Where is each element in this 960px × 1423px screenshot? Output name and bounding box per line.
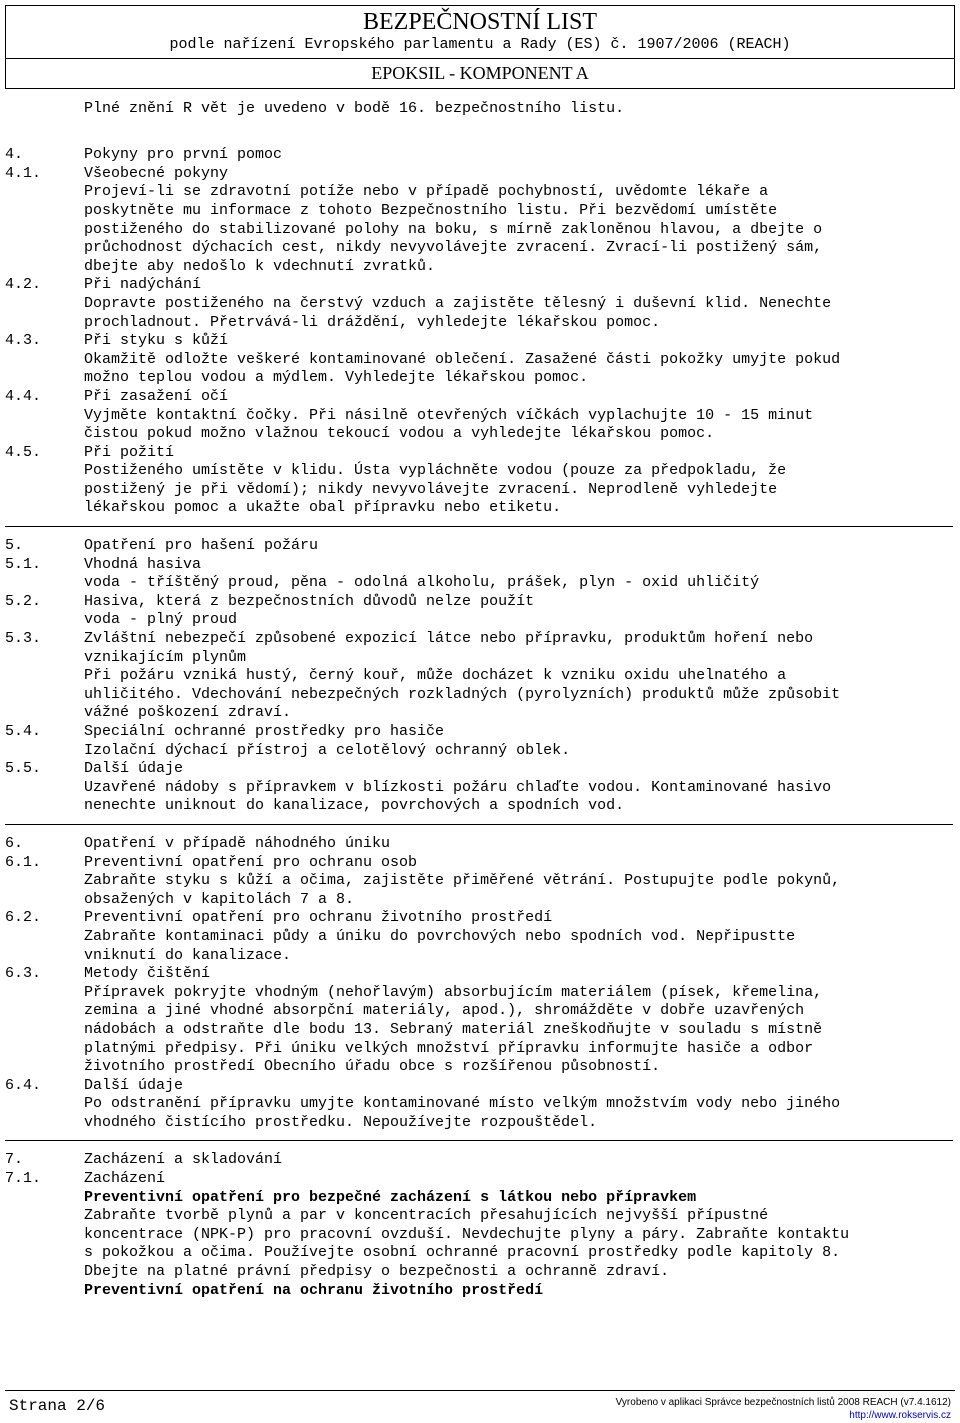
section-5-heading: 5. Opatření pro hašení požáru — [5, 537, 319, 555]
text-line: Izolační dýchací přístroj a celotělový ochranný oblek. — [84, 741, 571, 759]
subsection-6-4-heading: 6.4. Další údaje — [5, 1076, 184, 1094]
text-line: průchodnost dýchacích cest, nikdy nevyvolávejte zvracení. Zvrací-li postižený sám, — [84, 239, 823, 257]
text-line: postiženého do stabilizované polohy na boku, s mírně zakloněnou hlavou, a dbejte o — [84, 220, 823, 238]
document-body — [5, 100, 953, 1300]
document-title: BEZPEČNOSTNÍ LIST — [363, 9, 597, 35]
section-6-heading: 6. Opatření v případě náhodného úniku — [5, 834, 391, 852]
text-line: možno teplou vodou a mýdlem. Vyhledejte lékařskou pomoc. — [84, 369, 589, 387]
text-line: platnými předpisy. Při úniku velkých množství přípravku informujte hasiče a odbor — [84, 1039, 814, 1057]
text-line: Okamžitě odložte veškeré kontaminované oblečení. Zasažené části pokožky umyjte pokud — [84, 350, 841, 368]
intro-text: Plné znění R vět je uvedeno v bodě 16. bezpečnostního listu. — [84, 100, 625, 117]
text-line: postižený je při vědomí); nikdy nevyvolávejte zvracení. Neprodleně vyhledejte — [84, 480, 778, 498]
subsection-4-2-heading: 4.2. Při nadýchání — [5, 276, 202, 294]
subsection-4-5-heading: 4.5. Při požití — [5, 443, 175, 461]
text-line: obsažených v kapitolách 7 a 8. — [84, 890, 355, 908]
page-number: Strana 2/6 — [9, 1397, 106, 1415]
text-line: Zabraňte styku s kůží a očima, zajistěte přiměřené větrání. Postupujte podle pokynů, — [84, 872, 841, 890]
subsection-6-2-heading: 6.2. Preventivní opatření pro ochranu životního prostředí — [5, 909, 553, 927]
text-line: životního prostředí Obecního úřadu obce s rozšířenou působností. — [84, 1058, 661, 1076]
product-name: EPOKSIL - KOMPONENT A — [371, 63, 589, 83]
section-divider — [5, 824, 953, 825]
text-line: nádobách a odstraňte dle bodu 13. Sebraný materiál zneškodňujte v souladu s místně — [84, 1020, 823, 1038]
vendor-link[interactable]: http://www.rokservis.cz — [849, 1410, 951, 1421]
text-line: čistou pokud možno vlažnou tekoucí vodou a vyhledejte lékařskou pomoc. — [84, 425, 715, 443]
text-line: Dbejte na platné právní předpisy o bezpečnosti a ochranně zdraví. — [84, 1263, 670, 1281]
subheading-environment-precautions: Preventivní opatření na ochranu životního prostředí — [84, 1281, 544, 1299]
text-line: Zabraňte tvorbě plynů a par v koncentracích přesahujících nejvyšší přípustné — [84, 1207, 769, 1225]
subsection-4-3-heading: 4.3. Při styku s kůží — [5, 332, 229, 350]
subsection-6-3-heading: 6.3. Metody čištění — [5, 965, 211, 983]
subsection-4-4-heading: 4.4. Při zasažení očí — [5, 387, 229, 405]
subsection-4-1-heading: 4.1. Všeobecné pokyny — [5, 164, 229, 182]
text-line: Postiženého umístěte v klidu. Ústa vypláchněte vodou (pouze za předpokladu, že — [84, 462, 787, 480]
section-divider — [5, 526, 953, 527]
subsection-5-1-heading: 5.1. Vhodná hasiva — [5, 555, 202, 573]
text-line: Uzavřené nádoby s přípravkem v blízkosti požáru chlaďte vodou. Kontaminované hasivo — [84, 778, 832, 796]
text-line: uhličitého. Vdechování nebezpečných rozkladných (pyrolyzních) produktů může způsobit — [84, 685, 841, 703]
text-line: Přípravek pokryjte vhodným (nehořlavým) absorbujícím materiálem (písek, křemelina, — [84, 983, 823, 1001]
text-line: Vyjměte kontaktní čočky. Při násilně otevřených víčkách vyplachujte 10 - 15 minut — [84, 406, 814, 424]
text-line: lékařskou pomoc a ukažte obal přípravku nebo etiketu. — [84, 499, 562, 517]
text-line: Projeví-li se zdravotní potíže nebo v případě pochybností, uvědomte lékaře a — [84, 183, 769, 201]
subsection-5-2-heading: 5.2. Hasiva, která z bezpečnostních důvodů nelze použít — [5, 592, 535, 610]
section-4-heading: 4. Pokyny pro první pomoc — [5, 146, 283, 164]
section-7-heading: 7. Zacházení a skladování — [5, 1151, 283, 1169]
generator-note: Vyrobeno v aplikaci Správce bezpečnostních listů 2008 REACH (v7.4.1612) — [615, 1397, 951, 1408]
text-line: s pokožkou a očima. Používejte osobní ochranné pracovní prostředky podle kapitoly 8. — [84, 1244, 841, 1262]
section-divider — [5, 1140, 953, 1141]
text-line: dbejte aby nedošlo k vdechnutí zvratků. — [84, 257, 436, 275]
subheading-handling-precautions: Preventivní opatření pro bezpečné zacházení s látkou nebo přípravkem — [84, 1188, 697, 1206]
subsection-5-3-heading-cont: vznikajícím plynům — [84, 648, 247, 666]
text-line: voda - plný proud — [84, 611, 238, 629]
text-line: vhodného čistícího prostředku. Nepoužívejte rozpouštědel. — [84, 1113, 598, 1131]
document-subtitle: podle nařízení Evropského parlamentu a Rady (ES) č. 1907/2006 (REACH) — [169, 36, 791, 53]
text-line: Zabraňte kontaminaci půdy a úniku do povrchových nebo spodních vod. Nepřipustte — [84, 927, 796, 945]
document-footer — [5, 1390, 955, 1421]
text-line: koncentrace (NPK-P) pro pracovní ovzduší. Nevdechujte plyny a páry. Zabraňte kontaktu — [84, 1225, 850, 1243]
text-line: nenechte uniknout do kanalizace, povrchových a spodních vod. — [84, 797, 625, 815]
subsection-5-5-heading: 5.5. Další údaje — [5, 760, 184, 778]
subsection-5-4-heading: 5.4. Speciální ochranné prostředky pro hasiče — [5, 723, 445, 740]
text-line: Při požáru vzniká hustý, černý kouř, může docházet k vzniku oxidu uhelnatého a — [84, 667, 787, 685]
text-line: poskytněte mu informace z tohoto Bezpečnostního listu. Při bezvědomí umístěte — [84, 201, 778, 219]
document-header — [5, 5, 955, 89]
text-line: vážné poškození zdraví. — [84, 704, 292, 722]
text-line: vniknutí do kanalizace. — [84, 946, 292, 964]
subsection-7-1-heading: 7.1. Zacházení — [5, 1170, 166, 1188]
text-line: zemina a jiné vhodné absorpční materiály, apod.), shromážděte v dobře uzavřených — [84, 1002, 805, 1020]
text-line: voda - tříštěný proud, pěna - odolná alkoholu, prášek, plyn - oxid uhličitý — [84, 574, 760, 592]
text-line: Dopravte postiženého na čerstvý vzduch a zajistěte tělesný i duševní klid. Nenechte — [84, 294, 832, 312]
text-line: prochladnout. Přetrvává-li dráždění, vyhledejte lékařskou pomoc. — [84, 313, 661, 331]
text-line: Po odstranění přípravku umyjte kontaminované místo velkým množstvím vody nebo jiného — [84, 1095, 841, 1113]
subsection-6-1-heading: 6.1. Preventivní opatření pro ochranu osob — [5, 853, 418, 871]
subsection-5-3-heading: 5.3. Zvláštní nebezpečí způsobené expozicí látce nebo přípravku, produktům hoření nebo — [5, 630, 814, 648]
